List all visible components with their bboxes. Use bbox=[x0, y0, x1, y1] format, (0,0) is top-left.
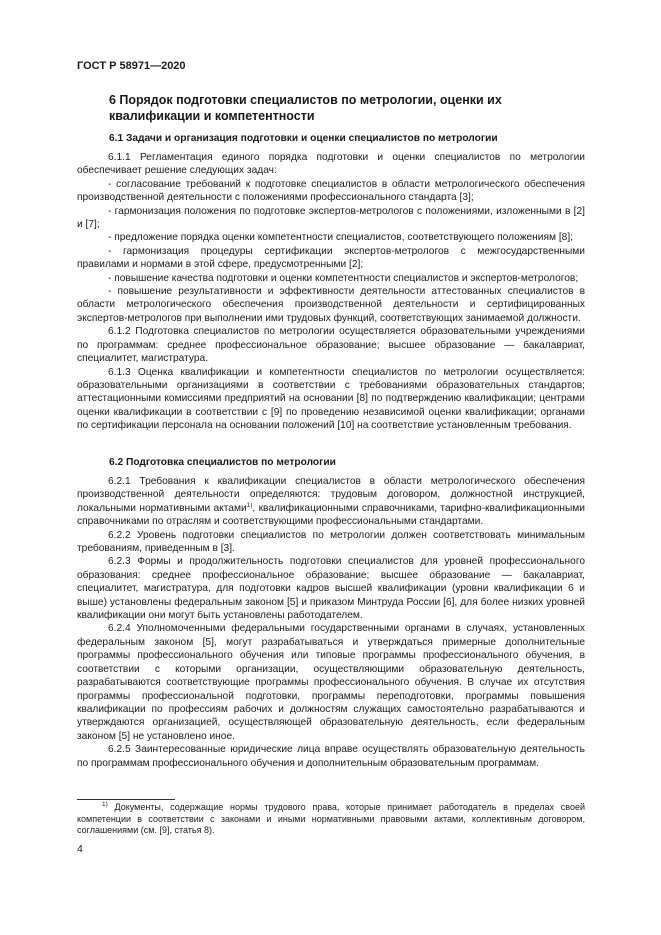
list-item: - согласование требований к подготовке специалистов в области метрологического обеспечения производственной деятельности с положениями профессионального стандарта [3]; bbox=[77, 178, 585, 204]
paragraph-6-1-1: 6.1.1 Регламентация единого порядка подготовки и оценки специалистов по метрологии обеспечивает решение следующих задач: bbox=[77, 152, 585, 177]
list-item: - гармонизация процедуры сертификации экспертов-метрологов с межгосударственными правилами и нормами в этой сфере, предусмотренными [2]; bbox=[77, 245, 585, 271]
footnote-mark: 1) bbox=[102, 801, 108, 808]
footnote-text: Документы, содержащие нормы трудового права, которые принимает работодатель в пределах своей компетенции в соответствии с законами и иными нормативными правовыми актами, коллективным договором, соглашениями (см. [9], статья 8). bbox=[77, 802, 585, 836]
paragraph-6-2-2: 6.2.2 Уровень подготовки специалистов по метрологии должен соответствовать минимальным требованиям, приведенным в [3]. bbox=[77, 529, 585, 555]
subsection-6-1-body bbox=[77, 151, 585, 433]
paragraph-6-2-3: 6.2.3 Формы и продолжительность подготовки специалистов для уровней профессионального образования: среднее профессиональное образование; высшее образование — бакалавриат, специалитет, магистратура, для подготовки кадров высшей квалификации (уровни квалификации 6 и выше) установлены федеральным законом [5] и приказом Минтруда России [6], для более низких уровней квалификации они могут быть установлены работодателем. bbox=[77, 556, 585, 622]
section-title: 6 Порядок подготовки специалистов по метрологии, оценки их квалификации и компетентности bbox=[109, 93, 502, 123]
footnote-reference: 1) bbox=[246, 501, 253, 509]
paragraph-6-2-1 bbox=[77, 475, 585, 529]
subsection-heading-6-2: 6.2 Подготовка специалистов по метрологии bbox=[109, 457, 336, 468]
list-item: - повышение результативности и эффективности деятельности аттестованных специалистов в области метрологического обеспечения производственной деятельности и сертифицированных экспертов-метрологов при выполнении ими трудовых функций, соответствующих занимаемой должности. bbox=[77, 286, 585, 324]
subsection-heading-6-1: 6.1 Задачи и организация подготовки и оценки специалистов по метрологии bbox=[109, 133, 498, 144]
page-number: 4 bbox=[77, 843, 83, 855]
subsection-6-2-body bbox=[77, 475, 585, 770]
list-item: - повышение качества подготовки и оценки компетентности специалистов и экспертов-метрологов; bbox=[108, 272, 579, 284]
paragraph-6-2-4: 6.2.4 Уполномоченными федеральными государственными органами в случаях, установленных федеральным законом [5], могут разрабатываться и утверждаться примерные дополнительные программы профессионального обучения или типовые программы профессионального обучения, в соответствии с которыми организации, осуществляющими образовательную деятельность, разрабатываются соответствующие программы профессионального обучения. В случае их отсутствия программы профессиональной подготовки, программы переподготовки, программы повышения квалификации по профессиям рабочих и должностям служащих самостоятельно разрабатываются и утверждаются организацией, осуществляющей образовательную деятельность, если федеральным законом [5] не установлено иное. bbox=[77, 623, 585, 742]
list-item: - предложение порядка оценки компетентности специалистов, соответствующего положениям [8]; bbox=[108, 232, 574, 244]
paragraph-6-2-1-part-b: , квалификационными справочниками, тарифно-квалификационными справочниками по отраслям и соответствующими профессиональными стандартами. bbox=[77, 502, 585, 528]
list-item: - гармонизация положения по подготовке экспертов-метрологов с положениями, изложенными в [2] и [7]; bbox=[77, 205, 585, 231]
document-code: ГОСТ Р 58971—2020 bbox=[77, 60, 186, 72]
paragraph-6-1-3: 6.1.3 Оценка квалификации и компетентности специалистов по метрологии осуществляется: образовательными организациями в соответствии с требованиями образовательных стандартов; аттестационными комиссиями предприятий на основании [8] по подтверждению квалификации; центрами оценки квалификации в соответствии с [9] по проведению независимой оценки квалификации; органами по сертификации персонала на основании положений [10] на соответствие установленным требования. bbox=[77, 366, 585, 432]
paragraph-6-2-1-part-a: 6.2.1 Требования к квалификации специалистов в области метрологического обеспечения производственной деятельности определяются: трудовым договором, должностной инструкцией, локальными нормативными актами bbox=[77, 476, 585, 514]
footnote bbox=[77, 802, 585, 837]
footnote-separator bbox=[77, 799, 175, 800]
paragraph-6-1-2: 6.1.2 Подготовка специалистов по метрологии осуществляется образовательными учреждениями по программам: среднее профессиональное образование; высшее образование — бакалавриат, специалитет, магистратура. bbox=[77, 326, 585, 365]
paragraph-6-2-5: 6.2.5 Заинтересованные юридические лица вправе осуществлять образовательную деятельность по программам профессионального обучения и дополнительным образовательным программам. bbox=[77, 744, 585, 769]
